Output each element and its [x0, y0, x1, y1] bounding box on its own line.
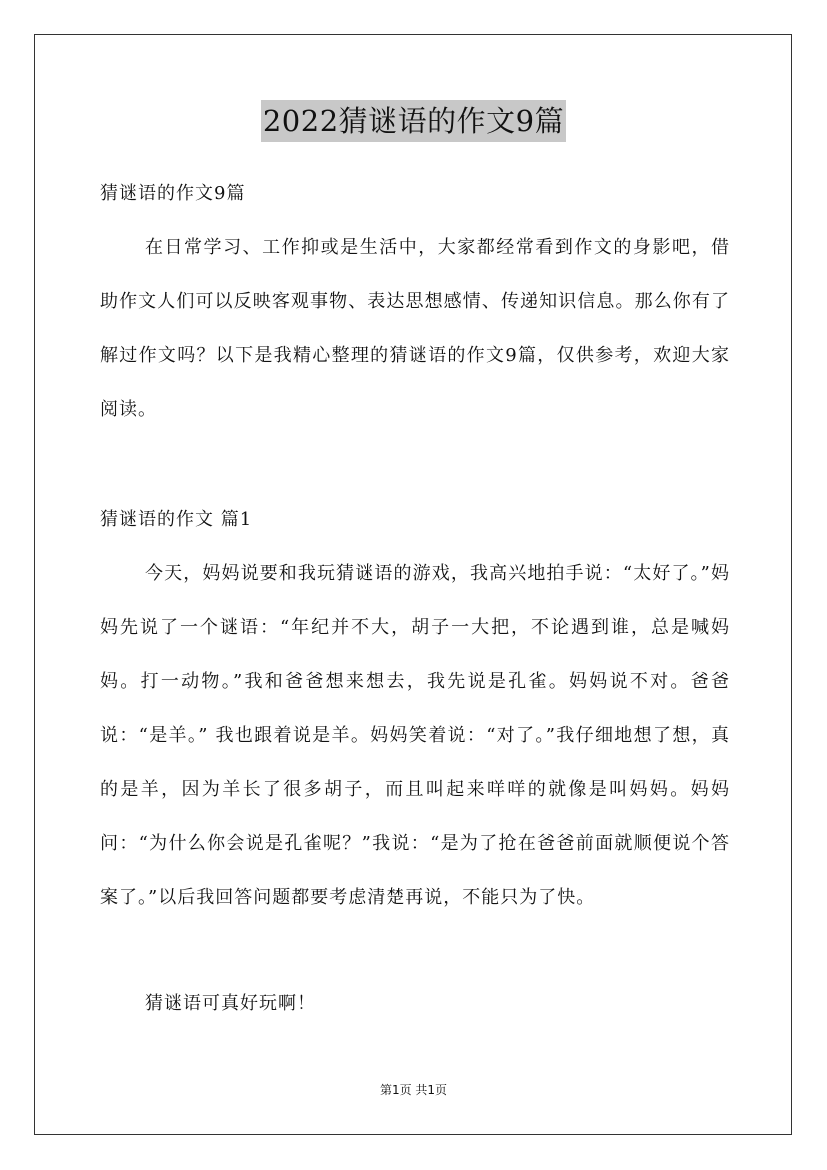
intro-paragraph: 在日常学习、工作抑或是生活中，大家都经常看到作文的身影吧，借助作文人们可以反映客观事物、表达思想感情、传递知识信息。那么你有了解过作文吗？以下是我精心整理的猜谜语的作文9篇，仅供参考，欢迎大家阅读。: [100, 237, 730, 420]
section1-heading: 猜谜语的作文 篇1: [100, 509, 253, 530]
page-footer: 第1页 共1页: [379, 1083, 448, 1097]
section1-paragraph-1: 今天，妈妈说要和我玩猜谜语的游戏，我高兴地拍手说：“太好了。”妈妈先说了一个谜语：“年纪并不大，胡子一大把，不论遇到谁，总是喊妈妈。打一动物。”我和爸爸想来想去，我先说是孔雀。妈妈说不对。爸爸说：“是羊。” 我也跟着说是羊。妈妈笑着说：“对了。”我仔细地想了想，真的是羊，因为羊长了很多胡子，而且叫起来咩咩的就像是叫妈妈。妈妈问：“为什么你会说是孔雀呢？”我说：“是为了抢在爸爸前面就顺便说个答案了。”以后我回答问题都要考虑清楚再说，不能只为了快。: [100, 563, 730, 908]
document-subtitle: 猜谜语的作文9篇: [100, 183, 246, 204]
document-title: 2022猜谜语的作文9篇: [261, 100, 566, 142]
title-container: [0, 100, 827, 142]
section1-paragraph-2: 猜谜语可真好玩啊！: [145, 993, 316, 1014]
